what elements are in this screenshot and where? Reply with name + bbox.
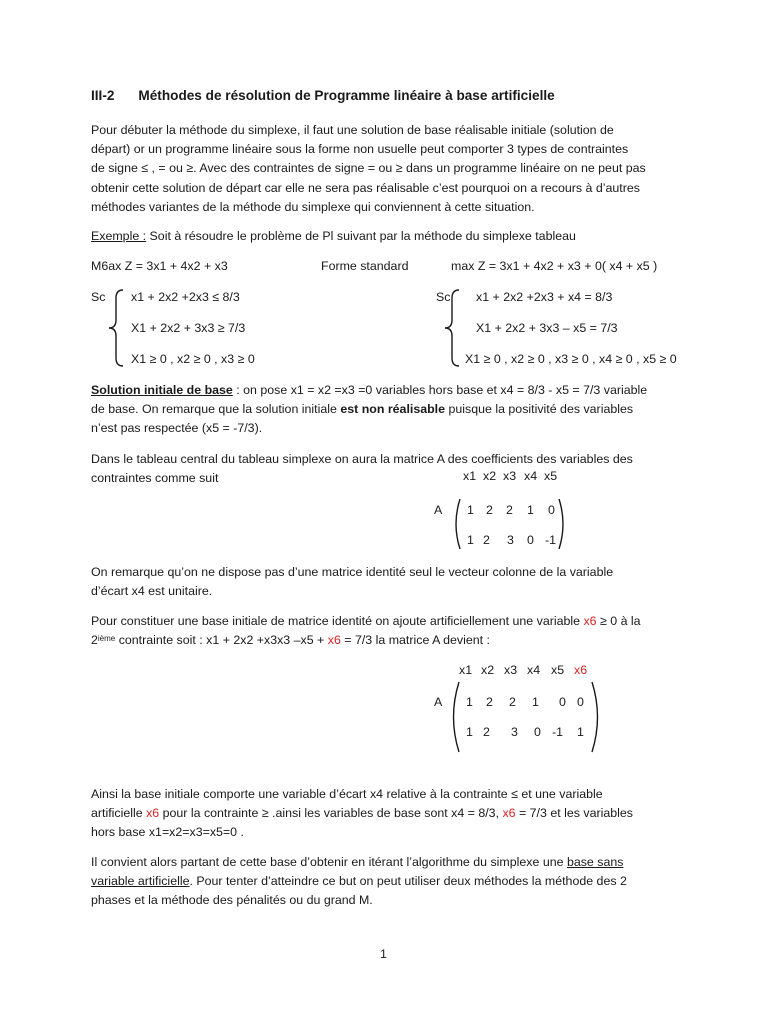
constraint-sign: X1 ≥ 0 , x2 ≥ 0 , x3 ≥ 0 — [131, 352, 255, 366]
final-line: . Pour tenter d’atteindre ce but on peut utiliser deux méthodes la méthode des 2 — [189, 874, 627, 889]
matrix-header: x3 — [503, 469, 517, 483]
remark-paragraph — [91, 563, 691, 601]
non-realisable-emphasis: est non réalisable — [340, 402, 446, 417]
intro-line: Pour débuter la méthode du simplexe, il faut une solution de base réalisable initiale (solution de — [91, 123, 614, 137]
remark-line: d’écart x4 est unitaire. — [91, 584, 213, 599]
artificial-var: x6 — [327, 633, 341, 648]
artificial-line: contrainte soit : x1 + 2x2 +x3x3 –x5 + — [115, 633, 328, 648]
matrix-header-artificial: x6 — [574, 663, 588, 677]
matrix-intro-line: contraintes comme suit — [91, 471, 219, 486]
initial-solution-line: puisque la positivité des variables — [445, 402, 634, 417]
matrix-header: x1 — [459, 663, 473, 677]
conclusion-line: artificielle — [91, 806, 147, 821]
matrix-cell: -1 — [545, 533, 557, 547]
final-line: Il convient alors partant de cette base d’obtenir en itérant l’algorithme du simplexe une — [91, 855, 567, 869]
standard-constraint-sign: X1 ≥ 0 , x2 ≥ 0 , x3 ≥ 0 , x4 ≥ 0 , x5 ≥ 0 — [465, 352, 677, 366]
matrix-cell: 0 — [559, 695, 566, 709]
matrix-intro-line: Dans le tableau central du tableau simplexe on aura la matrice A des coefficients des variables des — [91, 452, 633, 466]
matrix-cell: 1 — [532, 695, 539, 709]
conclusion-line: hors base x1=x2=x3=x5=0 . — [91, 825, 244, 840]
matrix-cell: 2 — [483, 533, 490, 547]
matrix-header: x4 — [527, 663, 541, 677]
right-paren-icon — [556, 497, 570, 551]
intro-paragraph — [91, 121, 691, 217]
matrix-cell: 3 — [511, 725, 518, 739]
example-line — [91, 229, 576, 243]
underlined-phrase: variable artificielle — [91, 874, 190, 889]
artificial-line: Pour constituer une base initiale de matrice identité on ajoute artificiellement une variable — [91, 614, 584, 628]
artificial-var: x6 — [583, 614, 597, 628]
matrix-cell: 1 — [466, 725, 473, 739]
matrix-cell: -1 — [552, 725, 564, 739]
matrix-cell: 2 — [486, 695, 493, 709]
ordinal-suffix: ième — [97, 634, 116, 644]
standard-sc-label: Sc — [436, 290, 451, 304]
right-paren-icon — [589, 680, 605, 754]
intro-line: obtenir cette solution de départ car elle ne sera pas réalisable c’est pourquoi on a recours à d’autres — [91, 180, 640, 195]
matrix-header: x5 — [544, 469, 558, 483]
right-brace-icon — [442, 288, 462, 368]
conclusion-line: = 7/3 et les variables — [515, 806, 633, 821]
final-line: phases et la méthode des pénalités ou du grand M. — [91, 893, 373, 908]
matrix-cell: 1 — [577, 725, 584, 739]
initial-solution-paragraph — [91, 381, 691, 439]
left-paren-icon — [446, 680, 462, 754]
matrix-cell: 2 — [506, 503, 513, 517]
artificial-var: x6 — [146, 806, 160, 821]
matrix-cell: 1 — [467, 533, 474, 547]
constraint-ordinal: 2 — [91, 633, 98, 648]
matrix-header: x5 — [551, 663, 565, 677]
conclusion-line: Ainsi la base initiale comporte une variable d’écart x4 relative à la contrainte ≤ et une variable — [91, 787, 603, 801]
underlined-phrase: base sans — [566, 855, 624, 869]
matrix-cell: 0 — [534, 725, 541, 739]
remark-line: On remarque qu’on ne dispose pas d’une matrice identité seul le vecteur colonne de la variable — [91, 565, 614, 579]
section-heading — [91, 88, 555, 103]
matrix-label: A — [434, 503, 443, 517]
matrix-cell: 0 — [577, 695, 584, 709]
matrix-label: A — [434, 695, 443, 709]
final-paragraph — [91, 853, 691, 911]
artificial-line: = 7/3 la matrice A devient : — [340, 633, 490, 648]
example-label: Exemple : — [91, 229, 147, 243]
matrix-header: x3 — [504, 663, 518, 677]
matrix-cell: 1 — [466, 695, 473, 709]
page-number: 1 — [380, 947, 387, 961]
left-paren-icon — [449, 497, 463, 551]
matrix-header: x2 — [483, 469, 497, 483]
initial-solution-line: : on pose x1 = x2 =x3 =0 variables hors base et x4 = 8/3 - x5 = 7/3 variable — [232, 383, 648, 397]
matrix-cell: 2 — [483, 725, 490, 739]
standard-constraint-1: x1 + 2x2 +2x3 + x4 = 8/3 — [476, 290, 613, 304]
intro-line: départ) or un programme linéaire sous la forme non usuelle peut comporter 3 types de contraintes — [91, 142, 629, 157]
initial-solution-line: n’est pas respectée (x5 = -7/3). — [91, 421, 263, 436]
section-number: III-2 — [91, 88, 115, 103]
matrix-intro-paragraph — [91, 450, 691, 488]
initial-solution-label: Solution initiale de base — [91, 383, 233, 397]
left-brace-icon — [106, 288, 126, 368]
initial-solution-line: de base. On remarque que la solution initiale — [91, 402, 341, 417]
standard-objective: max Z = 3x1 + 4x2 + x3 + 0( x4 + x5 ) — [451, 259, 658, 273]
artificial-paragraph — [91, 612, 691, 650]
matrix-header: x1 — [463, 469, 477, 483]
constraint-2: X1 + 2x2 + 3x3 ≥ 7/3 — [131, 321, 246, 335]
matrix-header: x4 — [524, 469, 538, 483]
sc-label: Sc — [91, 290, 106, 304]
matrix-header: x2 — [481, 663, 495, 677]
intro-line: méthodes variantes de la méthode du simplexe qui conviennent à cette situation. — [91, 199, 535, 214]
standard-form-label: Forme standard — [321, 259, 409, 273]
matrix-cell: 2 — [509, 695, 516, 709]
example-text: Soit à résoudre le problème de Pl suivant par la méthode du simplexe tableau — [146, 229, 576, 243]
conclusion-paragraph — [91, 785, 691, 843]
intro-line: de signe ≤ , = ou ≥. Avec des contraintes de signe = ou ≥ dans un programme linéaire on ne peut pas — [91, 161, 646, 176]
matrix-cell: 1 — [467, 503, 474, 517]
artificial-var: x6 — [502, 806, 516, 821]
artificial-line: ≥ 0 à la — [596, 614, 641, 628]
matrix-cell: 0 — [527, 533, 534, 547]
conclusion-line: pour la contrainte ≥ .ainsi les variables de base sont x4 = 8/3, — [159, 806, 503, 821]
matrix-cell: 2 — [486, 503, 493, 517]
matrix-cell: 3 — [507, 533, 514, 547]
objective-function: M6ax Z = 3x1 + 4x2 + x3 — [91, 259, 228, 273]
section-title: Méthodes de résolution de Programme linéaire à base artificielle — [138, 88, 555, 103]
matrix-cell: 0 — [548, 503, 555, 517]
constraint-1: x1 + 2x2 +2x3 ≤ 8/3 — [131, 290, 240, 304]
standard-constraint-2: X1 + 2x2 + 3x3 – x5 = 7/3 — [476, 321, 618, 335]
matrix-cell: 1 — [527, 503, 534, 517]
